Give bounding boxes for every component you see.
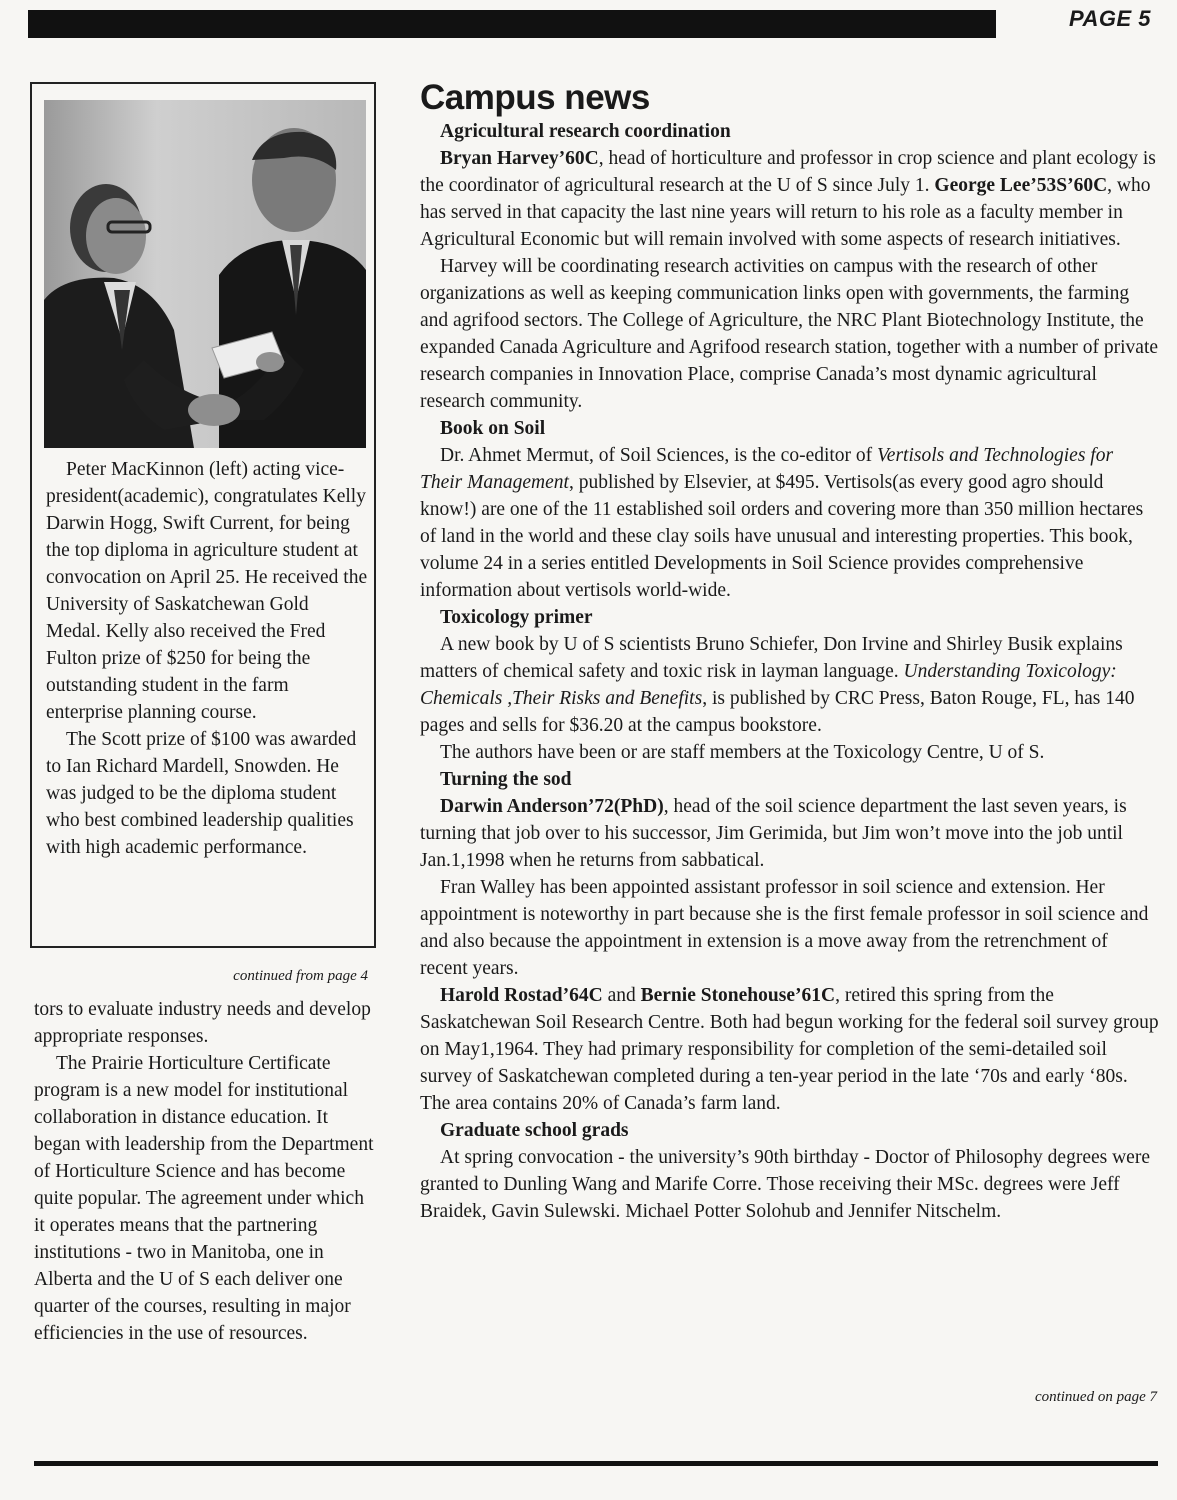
- body-paragraph: [420, 442, 1160, 604]
- photo-caption-box: [30, 82, 376, 948]
- award-photo: [44, 100, 366, 448]
- body-paragraph: tors to evaluate industry needs and develop appropriate responses.: [34, 999, 371, 1047]
- book-title: Understanding Toxicology: Chemicals ,Their Risks and Benefits: [420, 661, 1117, 709]
- caption-paragraph: Peter MacKinnon (left) acting vice-president(academic), congratulates Kelly Darwin Hogg, Swift Current, for being the top diploma in agriculture student at convocation on April 25. He received the University of Saskatchewan Gold Medal. Kelly also received the Fred Fulton prize of $250 for being the outstanding student in the farm enterprise planning course.: [46, 459, 368, 723]
- body-paragraph: [420, 631, 1160, 739]
- person-name: Bryan Harvey’60C: [440, 148, 599, 169]
- person-name: Darwin Anderson’72(PhD): [440, 796, 664, 817]
- continued-on-note: continued on page 7: [1034, 1389, 1157, 1405]
- body-paragraph: Harvey will be coordinating research activities on campus with the research of other organizations as well as keeping communication links open with governments, the farming and agrifood sectors. The College of Agriculture, the NRC Plant Biotechnology Institute, the expanded Canada Agriculture and Agrifood research station, together with a number of private research companies in Innovation Place, comprise Canada’s most dynamic agricultural research community.: [420, 256, 1159, 412]
- body-text: Dr. Ahmet Mermut, of Soil Sciences, is the co-editor of: [440, 445, 878, 466]
- body-text: , published by Elsevier, at $495. Vertisols(as every good agro should know!) are one of the 11 established soil orders and covering more than 350 million hectares of land in the world and these clay soils have unusual and interesting properties. This book, volume 24 in a series entitled Developments in Soil Science provides comprehensive information about vertisols world-wide.: [420, 472, 1144, 601]
- subheading: Agricultural research coordination: [440, 121, 731, 142]
- body-text: , who has served in that capacity the last nine years will return to his role as a faculty member in Agricultural Economic but will remain involved with some aspects of research initiatives.: [420, 175, 1151, 250]
- caption-paragraph: The Scott prize of $100 was awarded to Ian Richard Mardell, Snowden. He was judged to be the diploma student who best combined leadership qualities with high academic performance.: [46, 729, 357, 858]
- subheading: Toxicology primer: [440, 607, 593, 628]
- body-text: and: [602, 985, 641, 1006]
- continued-from-note: continued from page 4: [233, 968, 368, 984]
- subheading: Graduate school grads: [440, 1120, 629, 1141]
- person-name: George Lee’53S’60C: [934, 175, 1108, 196]
- person-name: Bernie Stonehouse’61C: [640, 985, 836, 1006]
- footer-rule: [34, 1461, 1158, 1466]
- subheading: Turning the sod: [440, 769, 572, 790]
- continued-article: [34, 996, 378, 1347]
- body-text: , is published by CRC Press, Baton Rouge, FL, has 140 pages and sells for $36.20 at the campus bookstore.: [420, 688, 1135, 736]
- header-bar: [28, 10, 996, 38]
- body-paragraph: The Prairie Horticulture Certificate program is a new model for institutional collaboration in distance education. It began with leadership from the Department of Horticulture Science and has become quite popular. The agreement under which it operates means that the partnering institutions - two in Manitoba, one in Alberta and the U of S each deliver one quarter of the courses, resulting in major efficiencies in the use of resources.: [34, 1053, 374, 1344]
- body-paragraph: [420, 793, 1160, 874]
- body-paragraph: Fran Walley has been appointed assistant professor in soil science and extension. Her appointment is noteworthy in part because she is the first female professor in soil science and and also because the appointment in extension is a move away from the retrenchment of recent years.: [420, 877, 1149, 979]
- award-photo-illustration: [44, 100, 366, 448]
- body-text: , head of horticulture and professor in crop science and plant ecology is the coordinator of agricultural research at the U of S since July 1.: [420, 148, 1156, 196]
- body-text: , retired this spring from the Saskatchewan Soil Research Centre. Both had begun working for the federal soil survey group on May1,1964. They had primary responsibility for completion of the semi-detailed soil survey of Saskatchewan completed during a ten-year period in the late ‘70s and early ‘80s. The area contains 20% of Canada’s farm land.: [420, 985, 1159, 1114]
- body-text: , head of the soil science department the last seven years, is turning that job over to his successor, Jim Gerimida, but Jim won’t move into the job until Jan.1,1998 when he returns from sabbatical.: [420, 796, 1127, 871]
- book-title: Vertisols and Technologies for Their Management: [420, 445, 1114, 493]
- body-paragraph: At spring convocation - the university’s 90th birthday - Doctor of Philosophy degrees were granted to Dunling Wang and Marife Corre. Those receiving their MSc. degrees were Jeff Braidek, Gavin Sulewski. Michael Potter Solohub and Jennifer Nitschelm.: [420, 1147, 1150, 1222]
- photo-caption: [46, 456, 368, 861]
- person-name: Harold Rostad’64C: [440, 985, 603, 1006]
- body-paragraph: The authors have been or are staff members at the Toxicology Centre, U of S.: [440, 742, 1045, 763]
- body-paragraph: [420, 982, 1160, 1117]
- campus-news: [420, 78, 1160, 1225]
- body-paragraph: [420, 145, 1160, 253]
- page-number: PAGE 5: [1068, 6, 1151, 31]
- section-title: Campus news: [420, 78, 650, 117]
- campus-news-body: [420, 118, 1160, 1225]
- subheading: Book on Soil: [440, 418, 546, 439]
- body-text: A new book by U of S scientists Bruno Schiefer, Don Irvine and Shirley Busik explains matters of chemical safety and toxic risk in layman language.: [420, 634, 1123, 682]
